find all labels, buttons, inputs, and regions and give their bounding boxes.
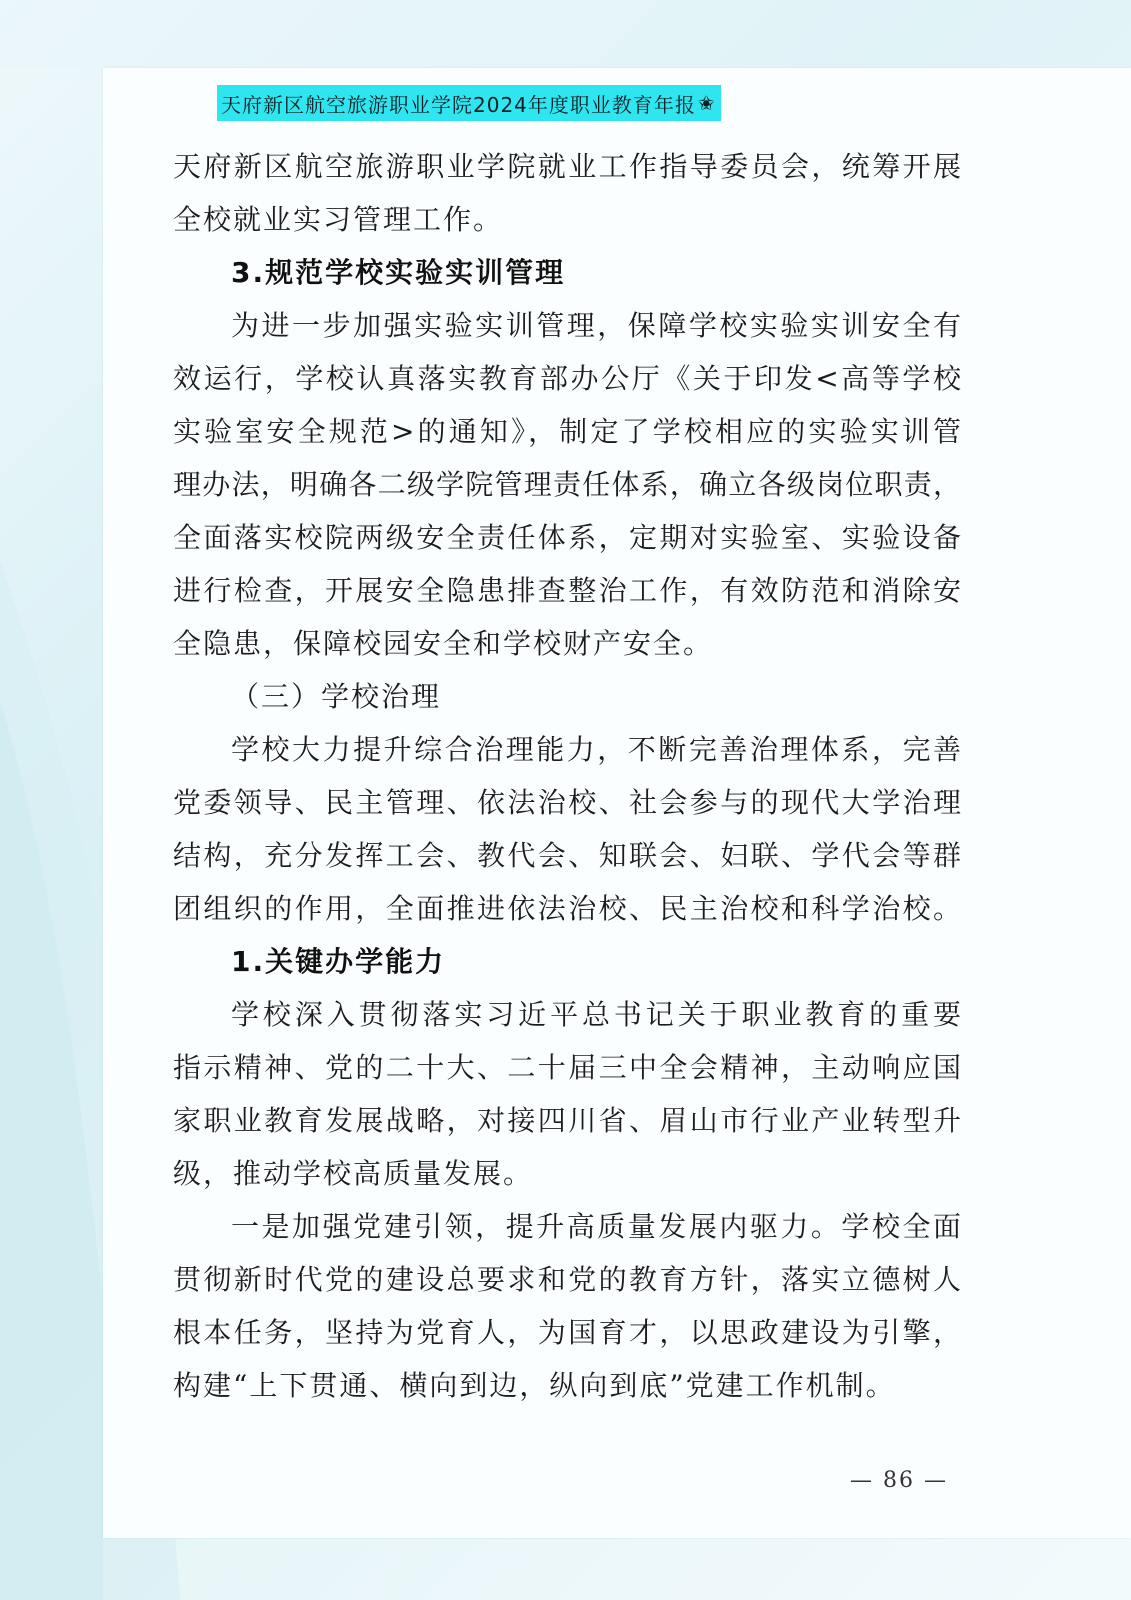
section-heading: （三）学校治理: [231, 680, 442, 713]
text-line: 全隐患，保障校园安全和学校财产安全。: [173, 627, 714, 660]
text-line: 全面落实校院两级安全责任体系，定期对实验室、实验设备: [173, 521, 961, 554]
text-line: 级，推动学校高质量发展。: [173, 1157, 534, 1190]
header-title: 天府新区航空旅游职业学院2024年度职业教育年报: [221, 92, 696, 117]
star-icon: ✬: [697, 91, 715, 115]
page-number: — 86 —: [850, 1468, 948, 1493]
text-line: 团组织的作用，全面推进依法治校、民主治校和科学治校。: [173, 892, 961, 925]
text-line: 学校深入贯彻落实习近平总书记关于职业教育的重要: [231, 998, 961, 1031]
text-line: 构建“上下贯通、横向到边，纵向到底”党建工作机制。: [173, 1369, 896, 1402]
text-line: 贯彻新时代党的建设总要求和党的教育方针，落实立德树人: [173, 1263, 961, 1296]
text-line: 实验室安全规范>的通知》，制定了学校相应的实验实训管: [173, 415, 961, 448]
text-line: 全校就业实习管理工作。: [173, 203, 504, 236]
text-line: 家职业教育发展战略，对接四川省、眉山市行业产业转型升: [173, 1104, 961, 1137]
text-line: 结构，充分发挥工会、教代会、知联会、妇联、学代会等群: [173, 839, 961, 872]
text-line: 一是加强党建引领，提升高质量发展内驱力。学校全面: [231, 1210, 961, 1243]
text-line: 天府新区航空旅游职业学院就业工作指导委员会，统筹开展: [173, 150, 961, 183]
text-line: 效运行，学校认真落实教育部办公厅《关于印发<高等学校: [173, 362, 961, 395]
text-line: 学校大力提升综合治理能力，不断完善治理体系，完善: [231, 733, 961, 766]
text-line: 根本任务，坚持为党育人，为国育才，以思政建设为引擎，: [173, 1316, 961, 1349]
text-line: 进行检查，开展安全隐患排查整治工作，有效防范和消除安: [173, 574, 961, 607]
text-line: 为进一步加强实验实训管理，保障学校实验实训安全有: [231, 309, 961, 342]
text-line: 理办法，明确各二级学院管理责任体系，确立各级岗位职责，: [173, 468, 961, 501]
section-heading: 1.关键办学能力: [231, 945, 446, 978]
section-heading: 3.规范学校实验实训管理: [231, 256, 566, 289]
text-line: 党委领导、民主管理、依法治校、社会参与的现代大学治理: [173, 786, 961, 819]
text-line: 指示精神、党的二十大、二十届三中全会精神，主动响应国: [173, 1051, 961, 1084]
running-header: [217, 85, 721, 121]
